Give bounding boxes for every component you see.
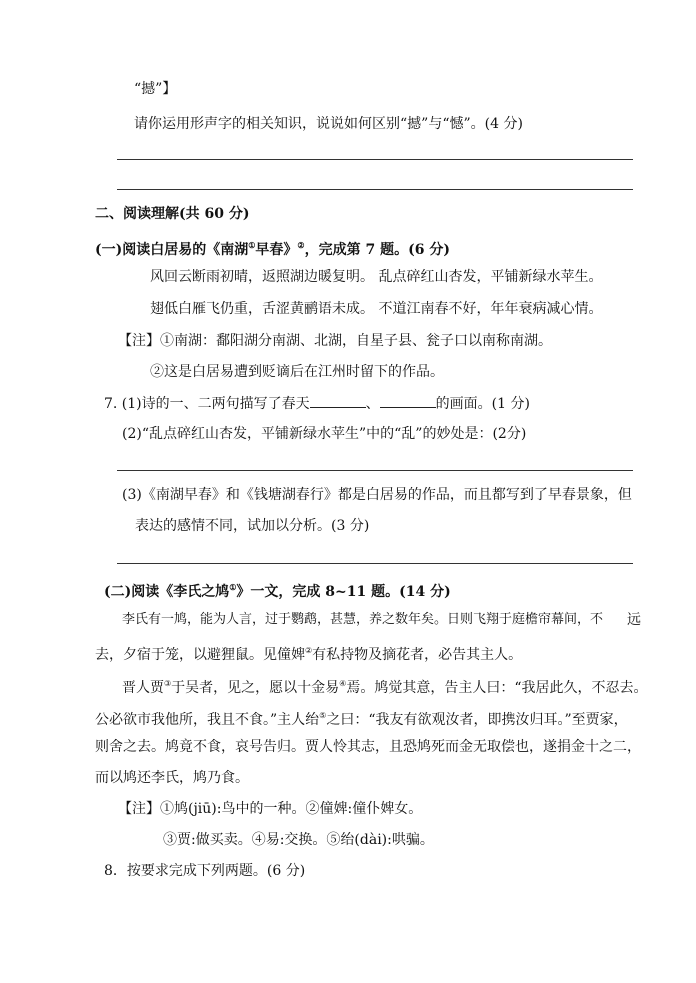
passage-note-2: ③贾:做买卖。④易:交换。⑤绐(dài):哄骗。 xyxy=(163,832,434,848)
footnote-marker: ① xyxy=(229,582,237,592)
footnote-marker: ② xyxy=(297,240,305,250)
passage-text: 之曰：“我友有欲观汝者，即携汝归耳。”至贾家， xyxy=(326,712,628,728)
passage-text: 焉。鸠觉其意，告主人曰：“我居此久，不忍去。 xyxy=(346,680,648,696)
answer-blank[interactable] xyxy=(310,393,366,408)
part1-heading xyxy=(95,235,450,260)
part2-heading xyxy=(104,577,451,602)
passage-text: 公必欲市我他所，我且不食。”主人绐 xyxy=(95,712,320,728)
answer-line xyxy=(117,563,633,564)
poem-line-2: 翅低白雁飞仍重，舌涩黄鹂语未成。 不道江南春不好，年年衰病减心情。 xyxy=(150,301,603,317)
poem-line-1: 风回云断雨初晴，返照湖边暖复明。 乱点碎红山杏发，平铺新绿水苹生。 xyxy=(150,269,603,285)
passage-line-end: 远 xyxy=(627,612,641,628)
footnote-marker: ④ xyxy=(339,679,347,688)
passage-line: 李氏有一鸠，能为人言，过于鹦鹉，甚慧，养之数年矣。日则飞翔于庭檐帘幕间，不 xyxy=(122,612,604,627)
q7-1-sep: 、 xyxy=(365,396,380,412)
footnote-marker: ⑤ xyxy=(319,711,327,720)
answer-blank[interactable] xyxy=(380,393,436,408)
passage-text: 去，夕宿于笼，以避狸鼠。见僮婢 xyxy=(95,647,305,663)
question-8: 8．按要求完成下列两题。(6 分) xyxy=(104,863,306,879)
part1-heading-mid: 早春》 xyxy=(255,242,298,258)
passage-line xyxy=(122,674,648,698)
poem-note-2: ②这是白居易遭到贬谪后在江州时留下的作品。 xyxy=(150,364,444,380)
question-7-3-line2: 表达的感情不同，试加以分析。(3 分) xyxy=(135,518,370,534)
question-6-prompt: 请你运用形声字的相关知识，说说如何区别“撼”与“憾”。(4 分) xyxy=(134,116,523,132)
answer-line xyxy=(117,159,633,160)
passage-text: 晋人贾 xyxy=(122,680,164,696)
question-7-1 xyxy=(104,393,530,414)
answer-line xyxy=(117,189,633,190)
passage-text: 于吴者，见之，愿以十金易 xyxy=(171,680,340,696)
section-title: 二、阅读理解(共 60 分) xyxy=(95,206,250,222)
answer-line xyxy=(117,470,633,471)
question-fragment: “撼”】 xyxy=(134,81,177,97)
footnote-marker: ③ xyxy=(164,679,172,688)
question-7-3-line1: (3)《南湖早春》和《钱塘湖春行》都是白居易的作品，而且都写到了早春景象，但 xyxy=(122,487,632,503)
passage-note-1: 【注】①鸠(jiū):鸟中的一种。②僮婢:僮仆婢女。 xyxy=(118,801,423,817)
q7-1-pre: 7. (1)诗的一、二两句描写了春天 xyxy=(104,396,310,412)
footnote-marker: ② xyxy=(305,646,313,655)
question-7-2: (2)“乱点碎红山杏发，平铺新绿水苹生”中的“乱”的妙处是：(2分) xyxy=(122,426,527,442)
passage-line xyxy=(95,641,522,665)
part2-heading-pre: (二)阅读《李氏之鸠 xyxy=(104,584,230,600)
passage-line: 则舍之去。鸠竟不食，哀号告归。贾人怜其志，且恐鸠死而金无取偿也，遂捐金十之二， xyxy=(95,739,641,755)
q7-1-post: 的画面。(1 分) xyxy=(435,396,530,412)
passage-line: 而以鸠还李氏，鸠乃食。 xyxy=(95,770,249,786)
part1-heading-pre: (一)阅读白居易的《南湖 xyxy=(95,242,249,258)
passage-text: 有私持物及摘花者，必告其主人。 xyxy=(312,647,523,663)
footnote-marker: ① xyxy=(248,240,256,250)
passage-line xyxy=(95,706,628,730)
part1-heading-post: ，完成第 7 题。(6 分) xyxy=(304,242,450,258)
part2-heading-post: 》一文，完成 8~11 题。(14 分) xyxy=(236,584,451,600)
poem-note-1: 【注】①南湖：鄱阳湖分南湖、北湖，自星子县、瓮子口以南称南湖。 xyxy=(118,333,552,349)
